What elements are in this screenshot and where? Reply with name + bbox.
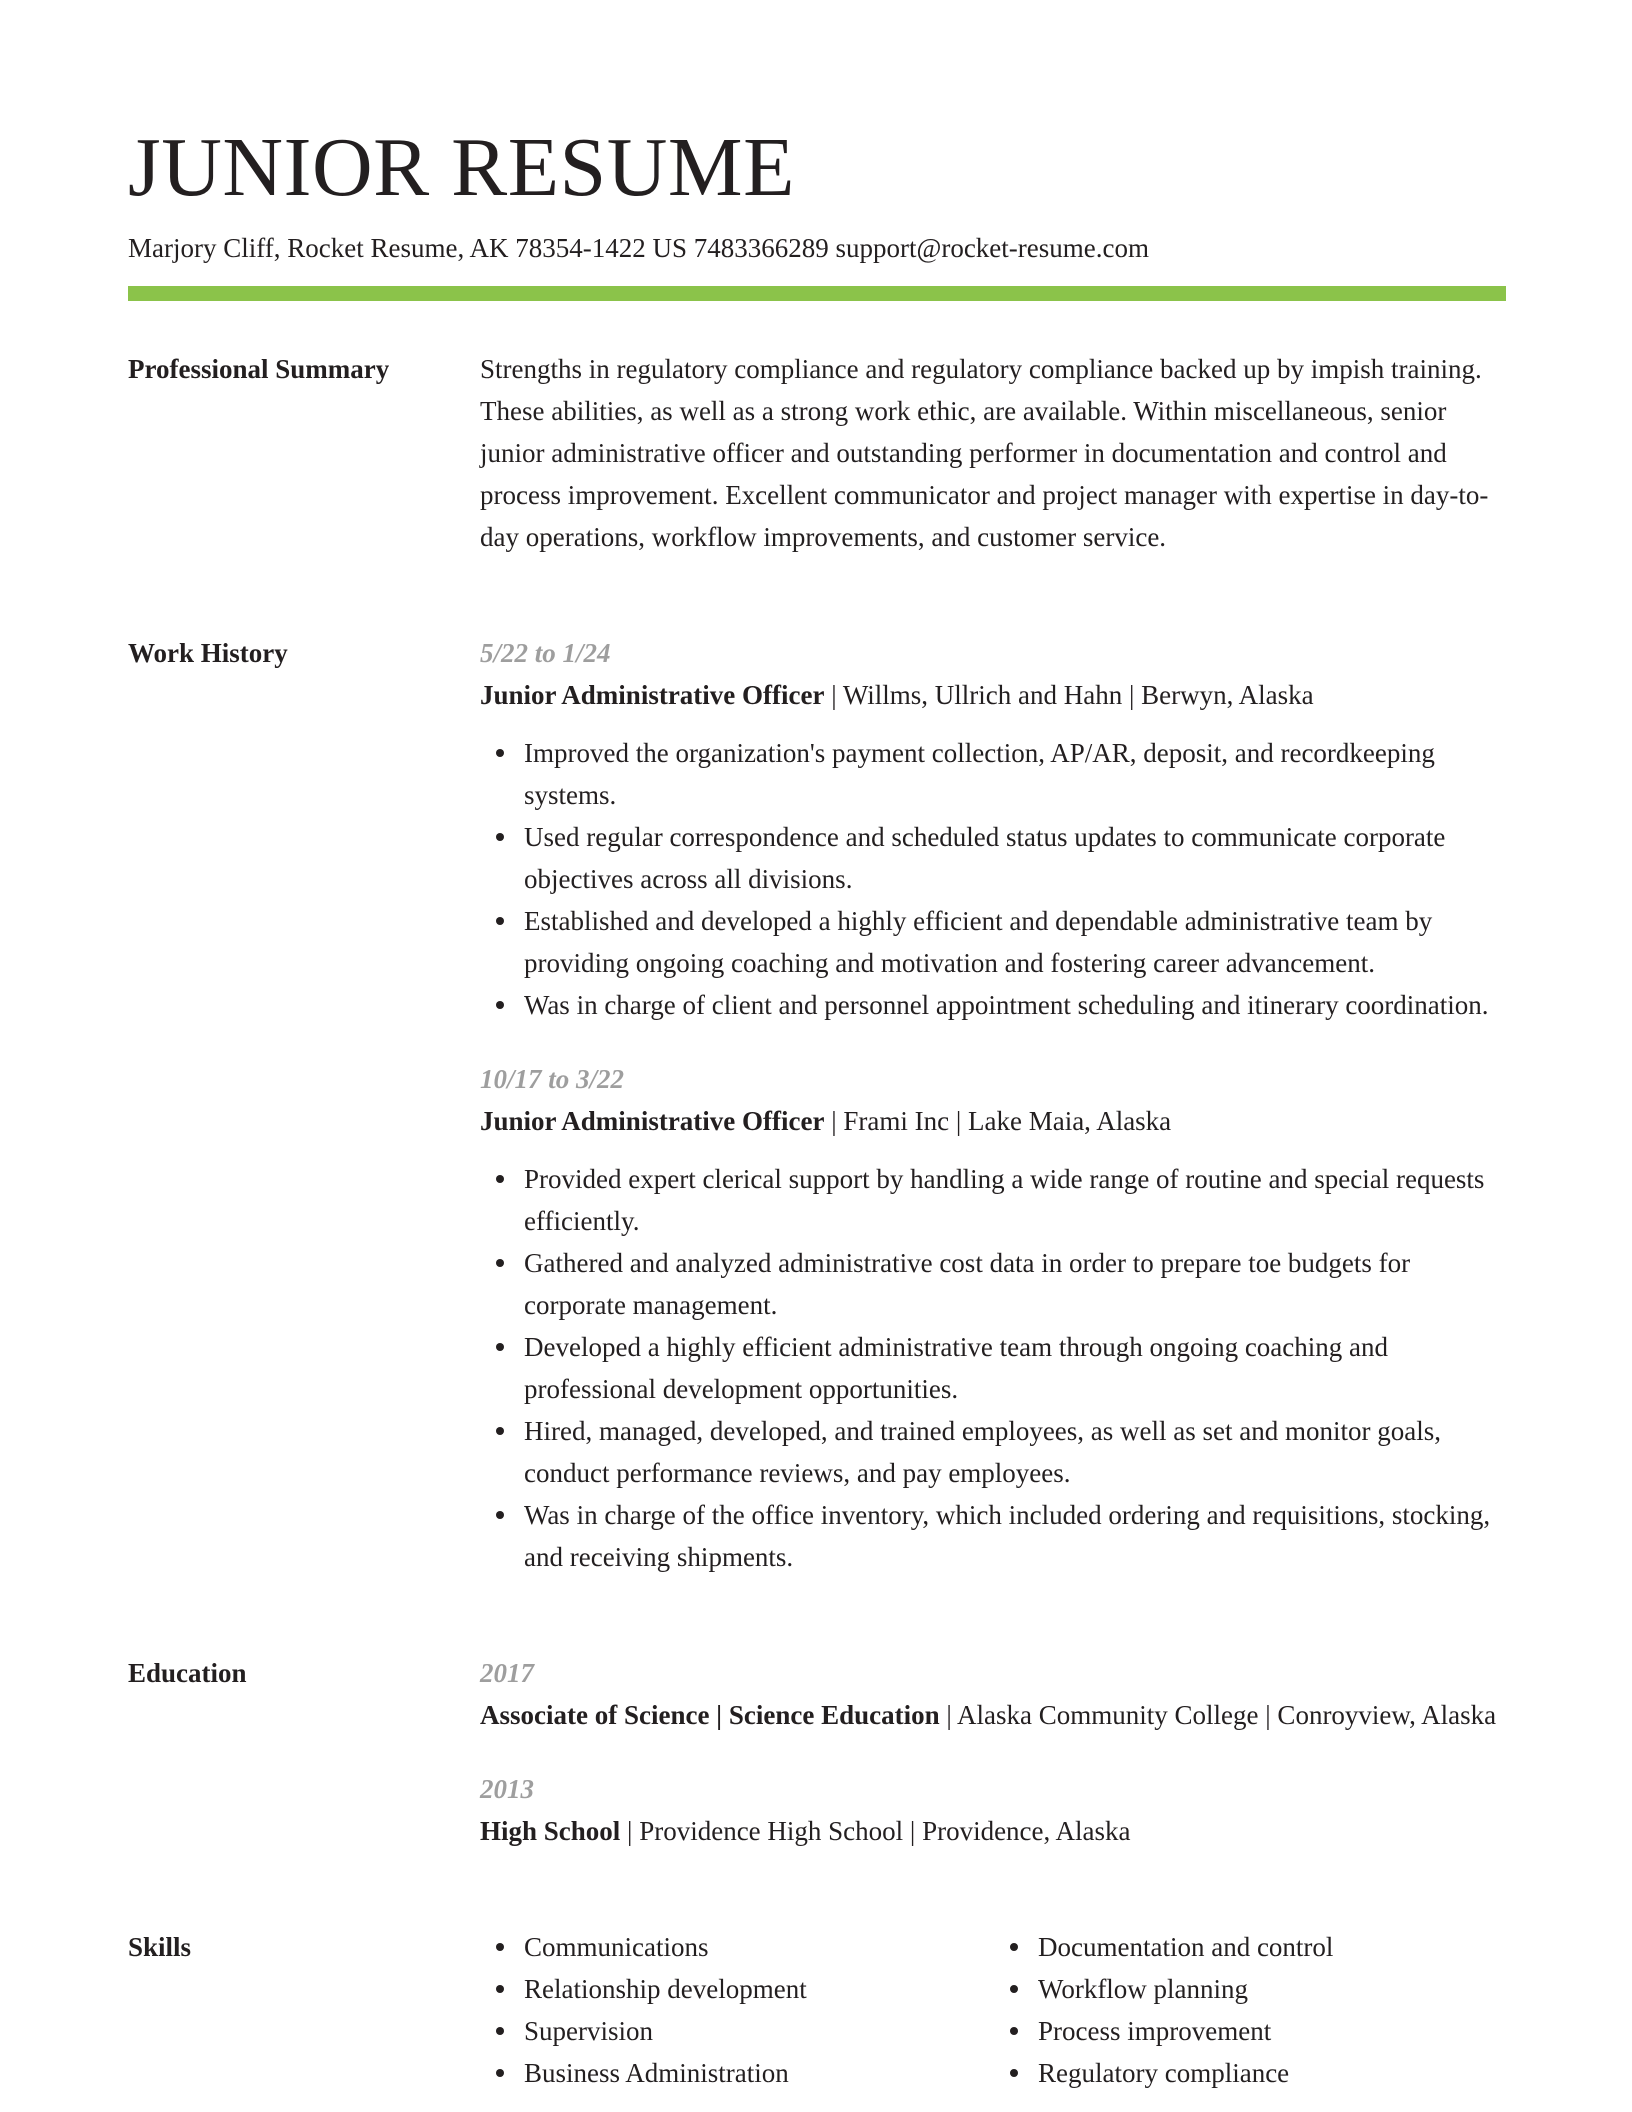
job-title: Junior Administrative Officer (480, 680, 825, 710)
degree-title: Associate of Science | Science Education (480, 1700, 940, 1730)
list-item: Developed a highly efficient administrative team through ongoing coaching and professional development opportunities. (524, 1326, 1506, 1410)
list-item: Workflow planning (1038, 1968, 1498, 2010)
education-heading: Education (128, 1658, 247, 1688)
skills-list-right (994, 1926, 1498, 2094)
list-item: Relationship development (524, 1968, 984, 2010)
skills-columns (480, 1926, 1506, 2094)
job-bullet-list (480, 1158, 1506, 1578)
job-heading (480, 1100, 1506, 1142)
job-dates: 10/17 to 3/22 (480, 1064, 625, 1094)
degree-title: High School (480, 1816, 621, 1846)
education-year: 2013 (480, 1774, 534, 1804)
list-item: Was in charge of client and personnel appointment scheduling and itinerary coordination. (524, 984, 1506, 1026)
list-item: Business Administration (524, 2052, 984, 2094)
education-heading-line (480, 1694, 1506, 1736)
list-item: Used regular correspondence and scheduled status updates to communicate corporate objectives across all divisions. (524, 816, 1506, 900)
summary-heading: Professional Summary (128, 354, 390, 384)
list-item: Established and developed a highly efficient and dependable administrative team by providing ongoing coaching and motivation and fostering career advancement. (524, 900, 1506, 984)
list-item: Hired, managed, developed, and trained employees, as well as set and monitor goals, conduct performance reviews, and pay employees. (524, 1410, 1506, 1494)
job-entry (480, 1058, 1506, 1578)
job-dates: 5/22 to 1/24 (480, 638, 611, 668)
job-bullet-list (480, 732, 1506, 1026)
list-item: Process improvement (1038, 2010, 1498, 2052)
education-year: 2017 (480, 1658, 534, 1688)
work-history-heading: Work History (128, 638, 288, 668)
list-item: Regulatory compliance (1038, 2052, 1498, 2094)
list-item: Gathered and analyzed administrative cost data in order to prepare toe budgets for corporate management. (524, 1242, 1506, 1326)
job-entry (480, 632, 1506, 1026)
contact-line: Marjory Cliff, Rocket Resume, AK 78354-1422 US 7483366289 support@rocket-resume.com (128, 233, 1149, 263)
skills-heading: Skills (128, 1932, 192, 1962)
list-item: Improved the organization's payment collection, AP/AR, deposit, and recordkeeping systems. (524, 732, 1506, 816)
job-details: | Willms, Ullrich and Hahn | Berwyn, Alaska (824, 680, 1314, 710)
education-body (480, 1652, 1506, 1852)
summary-body (480, 348, 1506, 558)
list-item: Supervision (524, 2010, 984, 2052)
school-details: | Providence High School | Providence, Alaska (620, 1816, 1131, 1846)
accent-divider (128, 286, 1506, 301)
list-item: Provided expert clerical support by handling a wide range of routine and special requests efficiently. (524, 1158, 1506, 1242)
list-item: Documentation and control (1038, 1926, 1498, 1968)
education-heading-line (480, 1810, 1506, 1852)
job-heading (480, 674, 1506, 716)
list-item: Was in charge of the office inventory, which included ordering and requisitions, stocking, and receiving shipments. (524, 1494, 1506, 1578)
resume-title: JUNIOR RESUME (128, 121, 795, 214)
job-details: | Frami Inc | Lake Maia, Alaska (824, 1106, 1172, 1136)
summary-text: Strengths in regulatory compliance and regulatory compliance backed up by impish training. These abilities, as well as a strong work ethic, are available. Within miscellaneous, senior junior administrative officer and outstanding performer in documentation and control and process improvement. Excellent communicator and project manager with expertise in day-to-day operations, workflow improvements, and customer service. (480, 354, 1489, 552)
education-entry (480, 1768, 1506, 1852)
skills-body (480, 1926, 1506, 2094)
school-details: | Alaska Community College | Conroyview, Alaska (939, 1700, 1497, 1730)
job-title: Junior Administrative Officer (480, 1106, 825, 1136)
list-item: Communications (524, 1926, 984, 1968)
skills-list-left (480, 1926, 984, 2094)
work-history-body (480, 632, 1506, 1578)
education-entry (480, 1652, 1506, 1736)
